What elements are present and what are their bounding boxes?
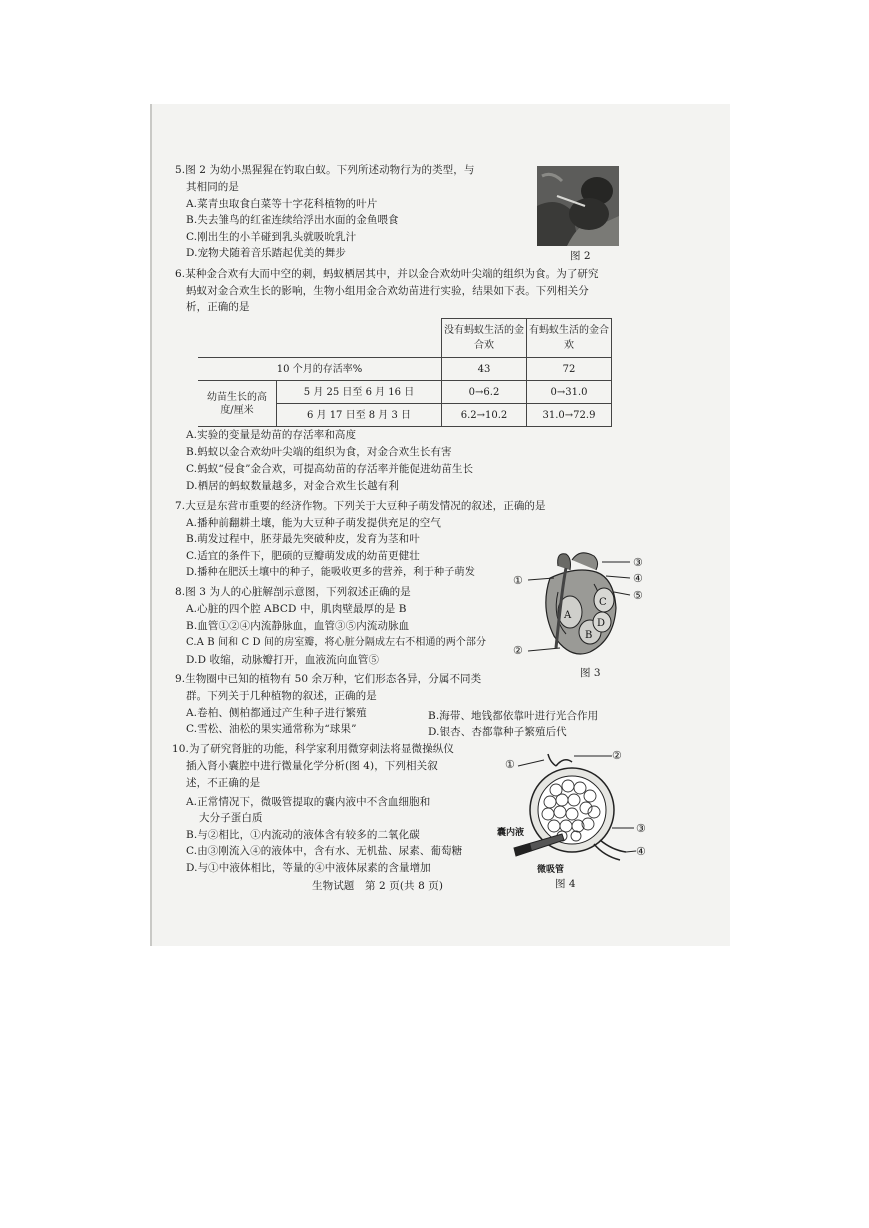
q9-stem-line2: 群。下列关于几种植物的叙述，正确的是	[186, 690, 377, 702]
q10-option-a-continued: 大分子蛋白质	[199, 812, 263, 824]
height-label: 幼苗生长的高度/厘米	[198, 381, 277, 427]
q7-option-b: B.萌发过程中，胚芽最先突破种皮，发育为茎和叶	[186, 533, 420, 545]
period-1: 5 月 25 日至 6 月 16 日	[277, 381, 442, 404]
q5-stem-line1: 5.图 2 为幼小黑猩猩在钓取白蚁。下列所述动物行为的类型，与	[175, 164, 475, 176]
q10-option-a: A.正常情况下，微吸管提取的囊内液中不含血细胞和	[186, 796, 431, 808]
heart-label-1: ①	[513, 574, 523, 587]
heart-label-3: ③	[633, 556, 643, 569]
micropipette-label: 微吸管	[537, 865, 565, 875]
q9-option-c: C.雪松、油松的果实通常称为“球果”	[186, 723, 357, 735]
q9-stem-line1: 9.生物圈中已知的植物有 50 余万种，它们形态各异，分属不同类	[175, 673, 482, 685]
q10-stem-line2: 插入肾小囊腔中进行微量化学分析(图 4)，下列相关叙	[186, 760, 438, 772]
q6-stem-line2: 蚂蚁对金合欢生长的影响，生物小组用金合欢幼苗进行实验，结果如下表。下列相关分	[186, 285, 589, 297]
q7-option-c: C.适宜的条件下，肥硕的豆瓣萌发成的幼苗更健壮	[186, 550, 420, 562]
q5-stem-line2: 其相同的是	[186, 181, 239, 193]
q7-option-d: D.播种在肥沃土壤中的种子，能吸收更多的营养，利于种子萌发	[186, 567, 476, 578]
table-corner	[198, 319, 442, 358]
figure-2-caption: 图 2	[570, 250, 591, 262]
capsule-fluid-label: 囊内液	[497, 828, 525, 838]
q6-option-a: A.实验的变量是幼苗的存活率和高度	[186, 429, 357, 441]
chamber-a-label: A	[564, 610, 572, 621]
nephron-label-4: ④	[636, 845, 646, 858]
q6-stem-line3: 析，正确的是	[186, 301, 250, 313]
height-no-ant-period-2: 6.2→10.2	[442, 404, 527, 427]
survival-rate-label: 10 个月的存活率%	[198, 358, 442, 381]
heart-label-5: ⑤	[633, 589, 643, 602]
heart-diagram	[510, 548, 650, 666]
q6-option-b: B.蚂蚁以金合欢幼叶尖端的组织为食，对金合欢生长有害	[186, 446, 452, 458]
figure-4-caption: 图 4	[555, 878, 576, 890]
nephron-label-3: ③	[636, 822, 646, 835]
q10-option-d: D.与①中液体相比，等量的④中液体尿素的含量增加	[186, 862, 431, 874]
q9-option-a: A.卷柏、侧柏都通过产生种子进行繁殖	[186, 707, 367, 719]
q8-option-d: D.D 收缩，动脉瓣打开，血液流向血管⑤	[186, 654, 380, 666]
chimpanzee-photo	[537, 166, 619, 246]
q5-option-d: D.宠物犬随着音乐踏起优美的舞步	[186, 247, 346, 259]
q10-option-c: C.由③刚流入④的液体中，含有水、无机盐、尿素、葡萄糖	[186, 845, 463, 857]
header-no-ant: 没有蚂蚁生活的金合欢	[442, 319, 527, 358]
period-2: 6 月 17 日至 8 月 3 日	[277, 404, 442, 427]
q5-option-c: C.刚出生的小羊碰到乳头就吸吮乳汁	[186, 231, 357, 243]
q5-option-a: A.菜青虫取食白菜等十字花科植物的叶片	[186, 198, 378, 210]
ant-acacia-table	[198, 318, 612, 427]
q9-option-b: B.海带、地钱都依靠叶进行光合作用	[428, 710, 599, 722]
q7-stem: 7.大豆是东营市重要的经济作物。下列关于大豆种子萌发情况的叙述，正确的是	[175, 500, 546, 512]
chamber-d-label: D	[597, 618, 606, 629]
height-with-ant-period-1: 0→31.0	[527, 381, 612, 404]
q8-option-b: B.血管①②④内流静脉血，血管③⑤内流动脉血	[186, 620, 410, 632]
chamber-c-label: C	[599, 597, 607, 608]
survival-no-ant: 43	[442, 358, 527, 381]
q7-option-a: A.播种前翻耕土壤，能为大豆种子萌发提供充足的空气	[186, 517, 441, 529]
q6-option-c: C.蚂蚁“侵食”金合欢，可提高幼苗的存活率并能促进幼苗生长	[186, 463, 474, 475]
heart-label-2: ②	[513, 644, 523, 657]
nephron-diagram	[500, 748, 650, 878]
q6-option-d: D.栖居的蚂蚁数量越多，对金合欢生长越有利	[186, 480, 399, 492]
survival-with-ant: 72	[527, 358, 612, 381]
q9-option-d: D.银杏、杏都靠种子繁殖后代	[428, 726, 567, 738]
q10-option-b: B.与②相比，①内流动的液体含有较多的二氧化碳	[186, 829, 420, 841]
q10-stem-line1: 10.为了研究肾脏的功能，科学家利用微穿刺法将显微操纵仪	[172, 743, 454, 755]
figure-3-caption: 图 3	[580, 667, 601, 679]
q5-option-b: B.失去雏鸟的红雀连续给浮出水面的金鱼喂食	[186, 214, 399, 226]
nephron-label-1: ①	[505, 758, 515, 771]
heart-label-4: ④	[633, 572, 643, 585]
height-no-ant-period-1: 0→6.2	[442, 381, 527, 404]
q8-stem: 8.图 3 为人的心脏解剖示意图，下列叙述正确的是	[175, 586, 411, 598]
header-with-ant: 有蚂蚁生活的金合欢	[527, 319, 612, 358]
q6-stem-line1: 6.某种金合欢有大而中空的刺，蚂蚁栖居其中，并以金合欢幼叶尖端的组织为食。为了研究	[175, 268, 599, 280]
height-with-ant-period-2: 31.0→72.9	[527, 404, 612, 427]
page-footer: 生物试题 第 2 页(共 8 页)	[312, 880, 444, 892]
q10-stem-line3: 述，不正确的是	[186, 777, 261, 789]
q8-option-c: C.A B 间和 C D 间的房室瓣，将心脏分隔成左右不相通的两个部分	[186, 637, 487, 648]
nephron-label-2: ②	[612, 749, 622, 762]
chamber-b-label: B	[585, 630, 593, 641]
q8-option-a: A.心脏的四个腔 ABCD 中，肌肉壁最厚的是 B	[186, 603, 407, 615]
